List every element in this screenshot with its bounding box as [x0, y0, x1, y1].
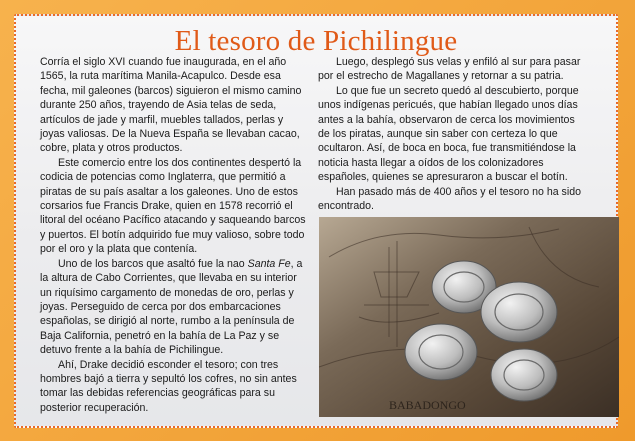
map-background — [319, 217, 619, 417]
coin — [481, 282, 557, 342]
map-label: BABADONGO — [389, 398, 466, 412]
paragraph-text: Ahí, Drake decidió esconder el tesoro; con tres hombres bajó a tierra y sepultó los cofres, no sin antes tomar las debidas referencias geográficas para su posterior recuperación. — [40, 358, 297, 414]
paragraph: Luego, desplegó sus velas y enfiló al sur para pasar por el estrecho de Magallanes y retornar a su patria. — [318, 56, 581, 83]
coins-on-map-image — [319, 217, 619, 417]
right-column — [318, 55, 588, 213]
paragraph-text: , a la altura de Cabo Corrientes, que llevaba en su interior un riquísimo cargamento de monedas de oro, perlas y joyas. Perseguido de cerca por dos embarcaciones españolas, se dirigió al norte, rumbo a la península de Baja California, penetró en la bahía de La Paz y se detuvo frente a la bahía de Pichilingue. — [40, 257, 303, 357]
paragraph-text: Uno de los barcos que asaltó fue la nao — [58, 257, 248, 270]
coin — [491, 349, 557, 401]
paragraph-text: Este comercio entre los dos continentes despertó la codicia de potencias como Inglaterra, que permitió a piratas de su país asaltar a los galeones. Uno de estos corsarios fue Francis Drake, quien en 1578 recorrió el litoral del océano Pacífico atacando y saqueando barcos y puertos. El botín adquirido fue muy valioso, sobre todo por el oro y la plata que contenía. — [40, 156, 306, 256]
treasure-photo — [319, 217, 619, 417]
paragraph — [40, 257, 310, 358]
coin — [405, 324, 477, 380]
paragraph — [40, 358, 310, 416]
paragraph: Han pasado más de 400 años y el tesoro no ha sido encontrado. — [318, 185, 581, 213]
paragraph: Corría el siglo XVI cuando fue inaugurada, en el año 1565, la ruta marítima Manila-Acapulco. Desde esa fecha, mil galeones (barcos) siguieron el mismo camino durante 250 años, trayendo de Asia telas de seda, artículos de jade y marfil, muebles tallados, perlas y joyas valiosas. De la Nueva España se llevaban cacao, cobre, plata y otros productos. — [40, 56, 302, 155]
article-title: El tesoro de Pichilingue — [174, 25, 458, 57]
ship-name: Santa Fe — [247, 257, 291, 270]
paragraph — [40, 156, 310, 257]
left-column — [40, 55, 310, 415]
paragraph: Lo que fue un secreto quedó al descubierto, porque unos indígenas pericués, que habían llegado unos días antes a la bahía, observaron de cerca los movimientos de los piratas, aunque sin saber con certeza lo que ocultaron. Así, de boca en boca, fue transmitiéndose la noticia hasta llegar a oídos de los colonizadores españoles, quienes se apresuraron a buscar el botín. — [318, 84, 579, 184]
